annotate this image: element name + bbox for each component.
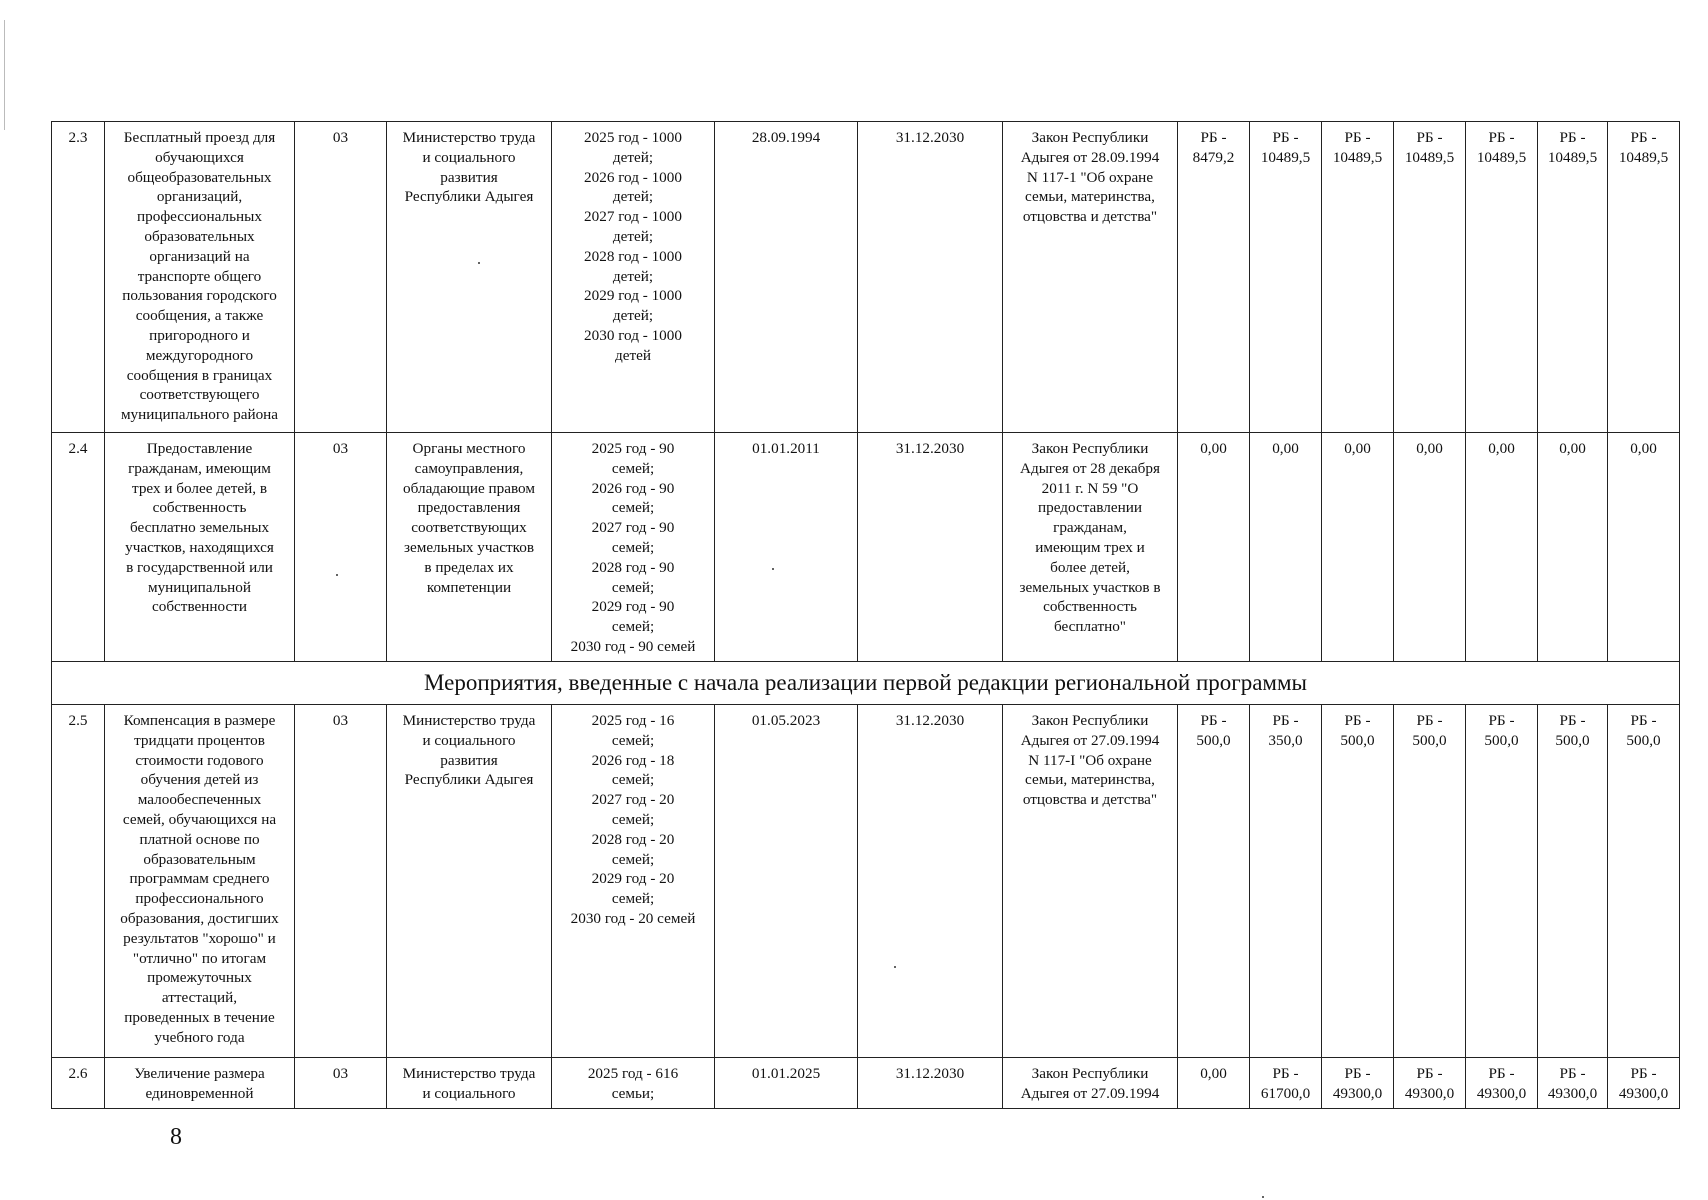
scan-speck [772,568,774,570]
funding-value: РБ - 500,0 [1466,705,1538,1058]
funding-value: РБ - 350,0 [1250,705,1322,1058]
row-number: 2.3 [52,122,105,433]
start-date: 01.01.2025 [715,1058,858,1109]
funding-value: РБ - 49300,0 [1608,1058,1680,1109]
funding-value: РБ - 8479,2 [1178,122,1250,433]
funding-value: РБ - 10489,5 [1322,122,1394,433]
executor: Министерство труда и социального развития Республики Адыгея [387,122,552,433]
target-indicator: 2025 год - 1000 детей; 2026 год - 1000 детей; 2027 год - 1000 детей; 2028 год - 1000 детей; 2029 год - 1000 детей; 2030 год - 1000 детей [552,122,715,433]
funding-value: РБ - 500,0 [1178,705,1250,1058]
table-row [52,433,1680,662]
legal-basis: Закон Республики Адыгея от 27.09.1994 [1003,1058,1178,1109]
funding-value: 0,00 [1322,433,1394,662]
start-date: 01.05.2023 [715,705,858,1058]
funding-value: РБ - 10489,5 [1538,122,1608,433]
funding-value: РБ - 49300,0 [1394,1058,1466,1109]
measure-name: Предоставление гражданам, имеющим трех и более детей, в собственность бесплатно земельных участков, находящихся в государственной или муниципальной собственности [105,433,295,662]
start-date: 28.09.1994 [715,122,858,433]
target-indicator: 2025 год - 90 семей; 2026 год - 90 семей; 2027 год - 90 семей; 2028 год - 90 семей; 2029 год - 90 семей; 2030 год - 90 семей [552,433,715,662]
funding-value: РБ - 500,0 [1322,705,1394,1058]
funding-value: РБ - 500,0 [1608,705,1680,1058]
section-heading: Мероприятия, введенные с начала реализации первой редакции региональной программы [52,662,1680,705]
legal-basis: Закон Республики Адыгея от 27.09.1994 N 117-I "Об охране семьи, материнства, отцовства и детства" [1003,705,1178,1058]
funding-value: РБ - 49300,0 [1322,1058,1394,1109]
table-row [52,122,1680,433]
end-date: 31.12.2030 [858,1058,1003,1109]
measure-code: 03 [295,1058,387,1109]
start-date: 01.01.2011 [715,433,858,662]
scan-speck [1262,1196,1264,1198]
section-row [52,662,1680,705]
funding-value: РБ - 61700,0 [1250,1058,1322,1109]
scan-edge-line [4,20,5,130]
measure-name: Увеличение размера единовременной [105,1058,295,1109]
end-date: 31.12.2030 [858,122,1003,433]
scan-speck [478,262,480,264]
executor: Министерство труда и социального развития Республики Адыгея [387,705,552,1058]
funding-value: РБ - 10489,5 [1608,122,1680,433]
measure-name: Компенсация в размере тридцати процентов стоимости годового обучения детей из малообеспеченных семей, обучающихся на платной основе по образовательным программам среднего профессионального образования, достигших результатов "хорошо" и "отлично" по итогам промежуточных аттестаций, проведенных в течение учебного года [105,705,295,1058]
funding-value: РБ - 10489,5 [1250,122,1322,433]
funding-value: 0,00 [1178,433,1250,662]
measure-name: Бесплатный проезд для обучающихся общеобразовательных организаций, профессиональных образовательных организаций на транспорте общего пользования городского сообщения, а также пригородного и междугородного сообщения в границах соответствующего муниципального района [105,122,295,433]
target-indicator: 2025 год - 616 семьи; [552,1058,715,1109]
row-number: 2.4 [52,433,105,662]
legal-basis: Закон Республики Адыгея от 28.09.1994 N 117-1 "Об охране семьи, материнства, отцовства и детства" [1003,122,1178,433]
funding-value: РБ - 500,0 [1538,705,1608,1058]
scan-speck [894,966,896,968]
executor: Министерство труда и социального [387,1058,552,1109]
funding-value: РБ - 49300,0 [1538,1058,1608,1109]
funding-value: 0,00 [1250,433,1322,662]
executor: Органы местного самоуправления, обладающие правом предоставления соответствующих земельных участков в пределах их компетенции [387,433,552,662]
measure-code: 03 [295,433,387,662]
funding-value: РБ - 10489,5 [1394,122,1466,433]
target-indicator: 2025 год - 16 семей; 2026 год - 18 семей; 2027 год - 20 семей; 2028 год - 20 семей; 2029 год - 20 семей; 2030 год - 20 семей [552,705,715,1058]
table-row [52,705,1680,1058]
funding-value: РБ - 500,0 [1394,705,1466,1058]
row-number: 2.6 [52,1058,105,1109]
measure-code: 03 [295,122,387,433]
row-number: 2.5 [52,705,105,1058]
funding-value: 0,00 [1394,433,1466,662]
funding-value: 0,00 [1466,433,1538,662]
page-number: 8 [170,1124,182,1150]
funding-value: РБ - 49300,0 [1466,1058,1538,1109]
scan-speck [336,574,338,576]
program-measures-table [51,121,1680,1109]
funding-value: 0,00 [1538,433,1608,662]
legal-basis: Закон Республики Адыгея от 28 декабря 2011 г. N 59 "О предоставлении гражданам, имеющим трех и более детей, земельных участков в собственность бесплатно" [1003,433,1178,662]
funding-value: 0,00 [1178,1058,1250,1109]
funding-value: РБ - 10489,5 [1466,122,1538,433]
funding-value: 0,00 [1608,433,1680,662]
end-date: 31.12.2030 [858,705,1003,1058]
measure-code: 03 [295,705,387,1058]
end-date: 31.12.2030 [858,433,1003,662]
table-row [52,1058,1680,1109]
